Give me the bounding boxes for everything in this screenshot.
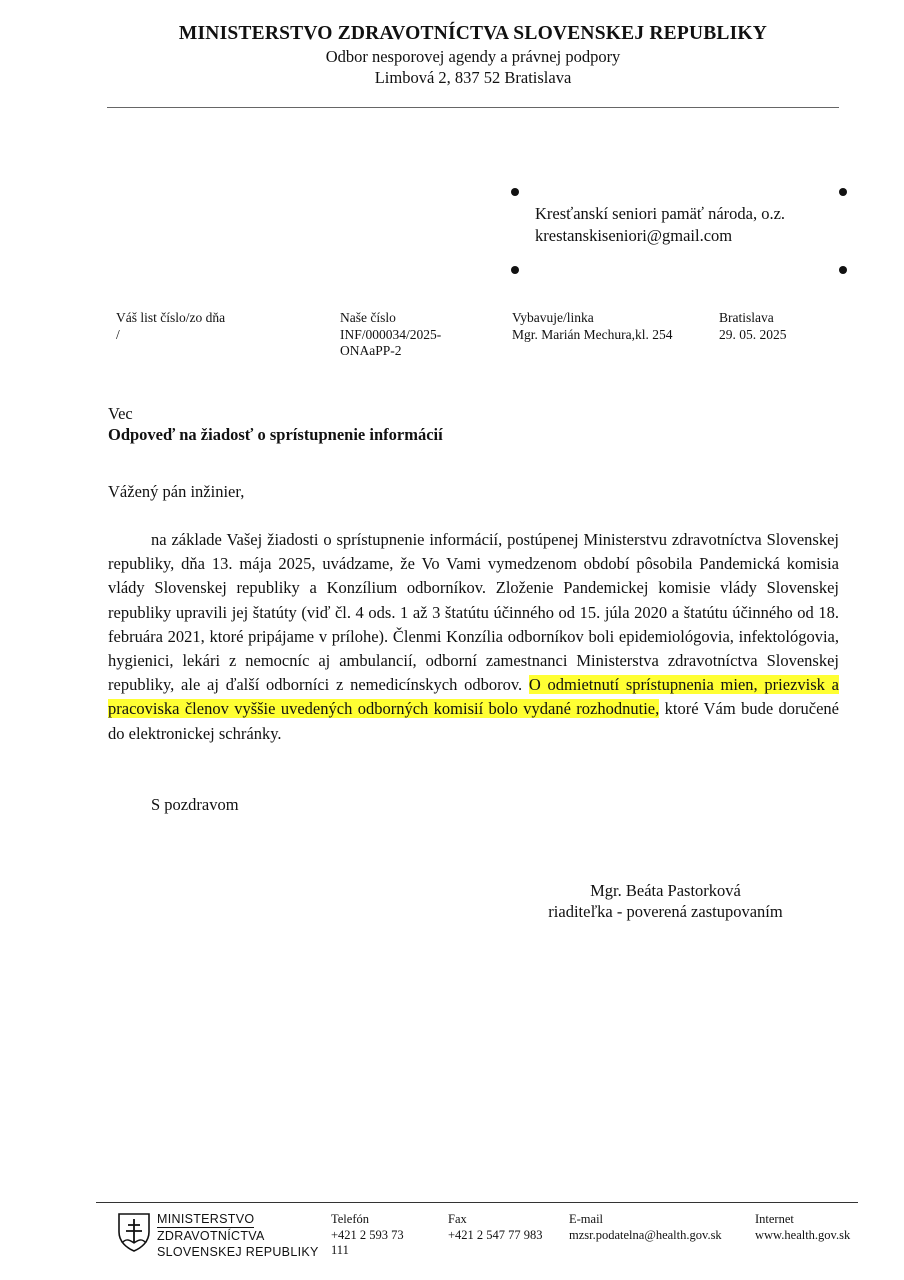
address-corner-mark: [839, 188, 847, 196]
logo-line-2: ZDRAVOTNÍCTVA: [157, 1229, 265, 1243]
ref-your-letter-label: Váš list číslo/zo dňa: [116, 310, 226, 325]
footer-phone: [331, 1212, 431, 1259]
ref-our-number-value: INF/000034/2025- ONAaPP-2: [340, 326, 442, 358]
address-corner-mark: [511, 188, 519, 196]
logo-line-1: MINISTERSTVO: [157, 1212, 255, 1226]
address-corner-mark: [511, 266, 519, 274]
ref-handled-by: [512, 310, 672, 343]
signature-block: [528, 880, 803, 922]
body-text-part1: na základe Vašej žiadosti o sprístupnenie informácií, postúpenej Ministerstvu zdravotníctva Slovenskej republiky, dňa 13. mája 2025, uvádzame, že Vo Vami vymedzenom období pôsobila Pandemická komisia vlády Slovenskej republiky a Konzílium odborníkov. Zloženie Pandemickej komisie vlády Slovenskej republiky upravili jej štatúty (viď čl. 4 ods. 1 až 3 štatútu účinného od 15. júla 2020 a štatútu účinného od 18. februára 2021, ktoré pripájame v prílohe). Členmi Konzília odborníkov boli epidemiológovia, infektológovia, hygienici, lekári z nemocníc aj ambulancií, odborní zamestnanci Ministerstva zdravotníctva Slovenskej republiky, ale aj ďalší odborníci z nemedicínskych odborov.: [108, 530, 839, 695]
logo-line-3: SLOVENSKEJ REPUBLIKY: [157, 1245, 319, 1259]
footer-phone-value: +421 2 593 73 111: [331, 1227, 404, 1257]
ref-handled-by-value: Mgr. Marián Mechura,kl. 254: [512, 326, 673, 342]
letterhead: [0, 22, 904, 88]
ref-our-number: [340, 310, 441, 360]
ref-date: 29. 05. 2025: [719, 326, 787, 342]
ministry-address: Limbová 2, 837 52 Bratislava: [374, 68, 572, 87]
signatory-title: riaditeľka - poverená zastupovaním: [548, 902, 783, 921]
subject-block: [108, 403, 443, 445]
footer-email-value[interactable]: mzsr.podatelna@health.gov.sk: [569, 1227, 722, 1242]
header-divider: [107, 107, 839, 108]
letter-body: [108, 528, 839, 746]
slovak-coat-of-arms-icon: [117, 1212, 151, 1252]
footer-fax-value: +421 2 547 77 983: [448, 1227, 543, 1242]
subject-title: Odpoveď na žiadosť o sprístupnenie informácií: [108, 425, 443, 444]
ref-your-letter: [116, 310, 225, 343]
recipient-name: Kresťanskí seniori pamäť národa, o.z.: [535, 204, 786, 223]
footer-email-label: E-mail: [569, 1212, 604, 1226]
body-text-part2: ktoré Vám bude doručené do elektronickej schránky.: [108, 699, 840, 743]
ref-place-date: [719, 310, 787, 343]
footer-email: [569, 1212, 722, 1243]
footer-divider: [96, 1202, 858, 1203]
footer-phone-label: Telefón: [331, 1212, 369, 1226]
recipient-block: [535, 203, 785, 247]
closing: S pozdravom: [151, 795, 239, 814]
footer-ministry-logotype: [157, 1211, 319, 1260]
department-name: Odbor nesporovej agendy a právnej podpory: [325, 47, 621, 66]
footer-fax: [448, 1212, 543, 1243]
footer-web-value[interactable]: www.health.gov.sk: [755, 1227, 851, 1242]
salutation: Vážený pán inžinier,: [108, 482, 245, 501]
highlighted-sentence: O odmietnutí sprístupnenia mien, priezvisk a pracoviska členov vyššie uvedených odborných komisií bolo vydané rozhodnutie,: [108, 675, 839, 719]
footer-web-label: Internet: [755, 1212, 794, 1226]
address-corner-mark: [839, 266, 847, 274]
recipient-email: krestanskiseniori@gmail.com: [535, 226, 733, 245]
ref-your-letter-value: /: [116, 326, 120, 342]
subject-label: Vec: [108, 404, 133, 423]
ref-our-number-label: Naše číslo: [340, 310, 396, 325]
signatory-name: Mgr. Beáta Pastorková: [590, 881, 741, 900]
ref-place: Bratislava: [719, 310, 774, 325]
ref-handled-by-label: Vybavuje/linka: [512, 310, 594, 325]
ministry-name: MINISTERSTVO ZDRAVOTNÍCTVA SLOVENSKEJ REPUBLIKY: [178, 23, 768, 44]
footer-fax-label: Fax: [448, 1212, 467, 1226]
footer-web: [755, 1212, 850, 1243]
